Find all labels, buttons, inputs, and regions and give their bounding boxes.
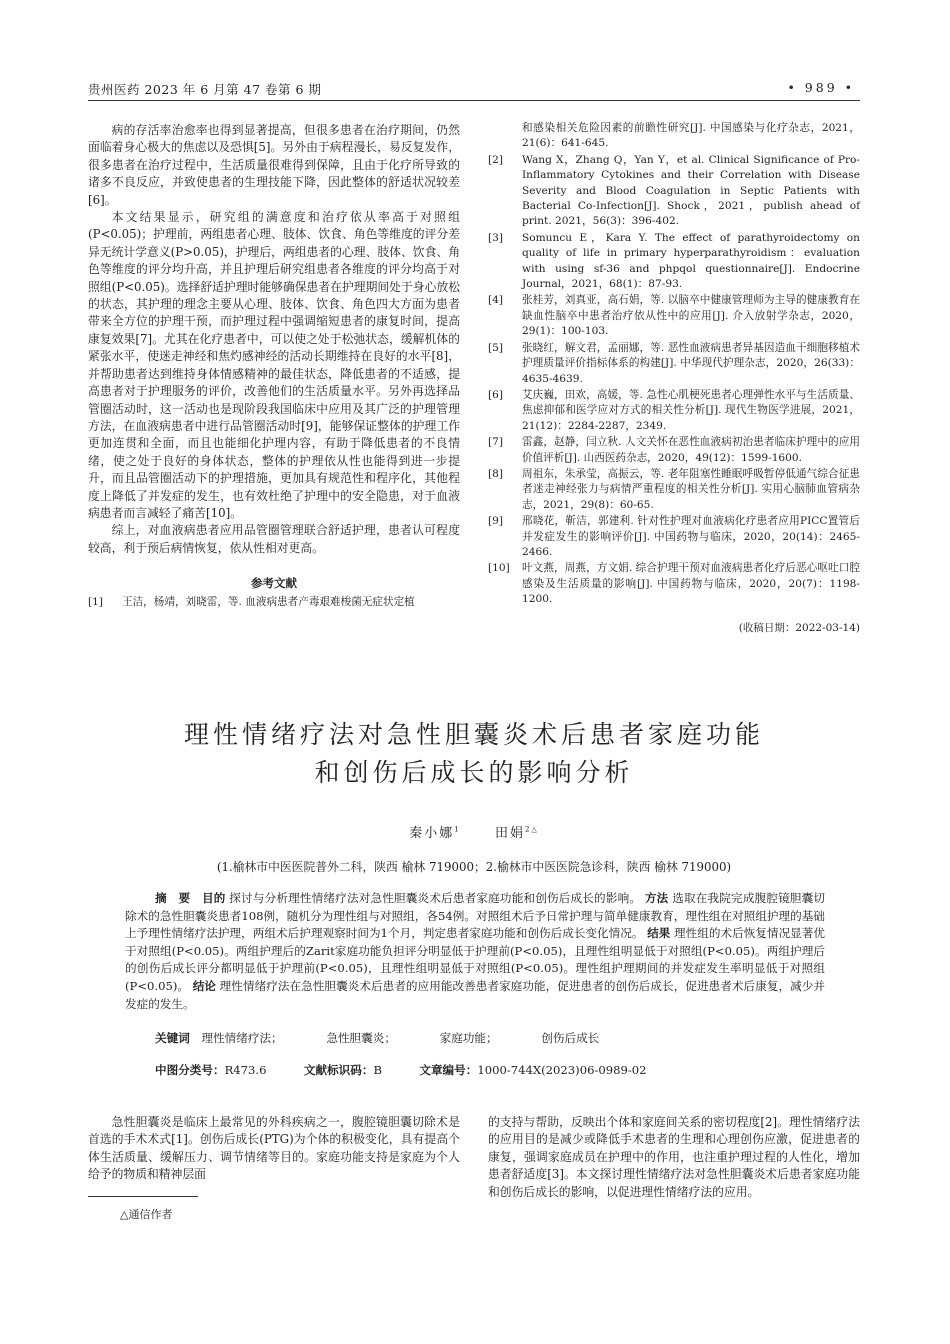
footnote-rule: [88, 1196, 198, 1197]
reference-number: [8]: [488, 467, 504, 480]
author-affiliation-mark: 2△: [524, 825, 539, 834]
paragraph: 病的存活率治愈率也得到显著提高，但很多患者在治疗期间，仍然面临着身心极大的焦虑以及恐惧[5]。另外由于病程漫长，易反复发作，很多患者在治疗过程中，生活质量很难得到保障，且由于化疗所导致的诸多不良反应，并致使患者的生理技能下降，因此整体的舒适状况较差[6]。: [88, 123, 460, 207]
reference-text: 雷鑫，赵静，闫立秋. 人文关怀在恶性血液病初治患者临床护理中的应用价值评析[J]. 山西医药杂志，2020，49(12)：1599-1600.: [522, 436, 860, 464]
clc-value: R473.6: [224, 1063, 267, 1077]
reference-number: [1]: [88, 595, 104, 608]
article-id-value: 1000-744X(2023)06-0989-02: [477, 1063, 647, 1077]
reference-text: 王洁，杨靖，刘晓雷，等. 血液病患者产毒艰难梭菌无症状定植: [122, 595, 415, 608]
reference-text: 张桂芳，刘真亚，高石娟，等. 以脑卒中健康管理师为主导的健康教育在缺血性脑卒中患者治疗依从性中的应用[J]. 介入放射学杂志，2020，29(1)：100-103.: [522, 294, 860, 338]
reference-item: [488, 561, 860, 607]
title-line-2: 和创伤后成长的影响分析: [314, 758, 634, 787]
reference-number: [488, 121, 522, 152]
footnote: △通信作者: [120, 1208, 173, 1221]
keyword: 急性胆囊炎；: [326, 1031, 396, 1045]
reference-number: [2]: [488, 153, 504, 166]
reference-item: [488, 153, 860, 230]
result-label: 结果: [647, 926, 671, 941]
header-rule: [88, 100, 860, 101]
reference-number: [4]: [488, 294, 504, 307]
reference-number: [5]: [488, 341, 504, 354]
keywords-label: 关键词: [155, 1031, 190, 1045]
reference-text: Somuncu E，Kara Y. The effect of parathyroidectomy on quality of life in primary hyperparathyroidism：evaluation with using sf-36 and phpqol questionnaire[J]. Endocrine Journal，2021，68(1)：87-93.: [522, 231, 860, 291]
references-title: 参考文献: [251, 576, 297, 591]
reference-item: [488, 467, 860, 513]
conclusion-label: 结论: [192, 978, 216, 993]
reference-text: 张晓红，解文君，孟丽娜，等. 恶性血液病患者异基因造血干细胞移植术护理质量评价指标体系的构建[J]. 中华现代护理杂志，2020，26(33)：4635-4639.: [522, 341, 860, 385]
abstract-label: 摘 要: [155, 891, 191, 905]
left-column: [88, 122, 460, 611]
received-date: (收稿日期：2022-03-14): [738, 621, 860, 634]
reference-item: [488, 121, 860, 152]
author-affiliation-mark: 1: [454, 825, 461, 834]
paragraph: 本文结果显示，研究组的满意度和治疗依从率高于对照组(P<0.05)；护理前，两组患者心理、肢体、饮食、角色等维度的评分差异无统计学意义(P>0.05)，护理后，两组患者的心理、肢体、饮食、角色等维度的评分均升高，并且护理后研究组患者各维度的评分均高于对照组(P<0.05)。选择舒适护理时能够确保患者在护理期间处于身心放松的状态，其护理的理念主要从心理、肢体、饮食、角色四大方面为患者带来全方位的护理干预，而护理过程中强调缩短患者的康复时间，提高康复效果[7]。尤其在化疗患者中，可以使之处于松弛状态，缓解机体的紧张水平，使迷走神经和焦灼感神经的活动长期维持在良好的水平[8]，并帮助患者达到维持身体情感精神的最佳状态，降低患者的不适感，提高患者对于护理服务的评价，改善他们的生活质量水平。另外再选择品管圈活动时，这一活动也是现阶段我国临床中应用及其广泛的护理管理方法，在血液病患者中进行品管圈活动时[9]，能够保证整体的护理工作更加连贯和全面，而且也能细化护理内容，有助于降低患者的不良情绪，使之处于良好的身体状态，整体的护理依从性也能得到进一步提升，而且品管圈活动下的护理措施，更加具有规范性和程序化，其他程度上降低了并发症的发生，也有效杜绝了护理中的安全隐患，对于血液病患者而言减轻了痛苦[10]。: [88, 210, 460, 520]
reference-item: [88, 595, 460, 610]
result-text: 理性组的术后恢复情况显著优于对照组(P<0.05)。两组护理后的Zarit家庭功能负担评分明显低于护理前(P<0.05)，且理性组明显低于对照组(P<0.05)。两组护理后的创伤后成长评分都明显低于护理前(P<0.05)，且理性组明显低于对照组(P<0.05)。理性组护理期间的并发症发生率明显低于对照组(P<0.05)。: [125, 926, 826, 993]
reference-text: 叶文燕，周燕，方文娟. 综合护理干预对血液病患者化疗后恶心呕吐口腔感染及生活质量的影响[J]. 中国药物与临床，2020，20(7)：1198-1200.: [522, 562, 860, 606]
method-label: 方法: [645, 891, 669, 905]
doc-code-label: 文献标识码：: [303, 1063, 374, 1077]
reference-item: [488, 435, 860, 466]
reference-list: [488, 121, 860, 635]
abstract: [125, 890, 825, 1013]
reference-text: 邢晓花，靳洁，郭建利. 针对性护理对血液病化疗患者应用PICC置管后并发症发生的影响评价[J]. 中国药物与临床，2020，20(14)：2465-2466.: [522, 515, 860, 558]
page-number: • 989 •: [787, 80, 855, 95]
reference-item: [488, 341, 860, 387]
paragraph: 综上，对血液病患者应用品管圈管理联合舒适护理，患者认可程度较高，利于预后病情恢复，依从性相对更高。: [88, 523, 460, 555]
reference-text: Wang X，Zhang Q，Yan Y，et al. Clinical Significance of Pro-Inflammatory Cytokines and their Correlation with Disease Severity and Blood Coagulation in Septic Patients with Bacterial Co-Infection[J]. Shock，2021，publish ahead of print. 2021，56(3)：396-402.: [522, 153, 860, 228]
reference-item: [488, 514, 860, 560]
article-title: [88, 716, 860, 792]
reference-item: [488, 388, 860, 434]
body-left-column: [88, 1114, 460, 1184]
reference-text: 艾庆巍，田欢，高媛，等. 急性心肌梗死患者心理弹性水平与生活质量、焦虑抑郁和医学应对方式的相关性分析[J]. 现代生物医学进展，2021，21(12)：2284-2287，2349.: [522, 388, 860, 432]
reference-item: [488, 231, 860, 293]
reference-item: [488, 293, 860, 339]
reference-number: [6]: [488, 388, 504, 401]
body-right-column: [488, 1114, 860, 1201]
article-id-label: 文章编号：: [419, 1063, 478, 1077]
classification: [155, 1062, 647, 1078]
author-name: 田娟: [494, 826, 525, 841]
keyword: 家庭功能；: [439, 1031, 498, 1045]
reference-text: 和感染相关危险因素的前瞻性研究[J]. 中国感染与化疗杂志，2021，21(6)：641-645.: [522, 122, 860, 150]
method-text: 选取在我院完成腹腔镜胆囊切除术的急性胆囊炎患者108例，随机分为理性组与对照组，各54例。对照组术后予日常护理与简单健康教育，理性组在对照组护理的基础上予理性情绪疗法护理，两组术后护理观察时间为1个月，判定患者家庭功能和创伤后成长变化情况。: [125, 891, 826, 941]
title-line-1: 理性情绪疗法对急性胆囊炎术后患者家庭功能: [183, 720, 764, 749]
keyword: 理性情绪疗法；: [201, 1031, 283, 1045]
reference-text: 周祖东，朱承莹，高振云，等. 老年阻塞性睡眠呼吸暂停低通气综合征患者迷走神经张力与病情严重程度的相关性分析[J]. 实用心脑肺血管病杂志，2021，29(8)：60-65.: [522, 467, 860, 511]
journal-header: 贵州医药 2023 年 6 月第 47 卷第 6 期: [88, 82, 322, 97]
keyword: 创伤后成长: [541, 1031, 600, 1045]
reference-number: [10]: [488, 562, 510, 575]
reference-number: [3]: [488, 231, 504, 244]
doc-code-value: B: [373, 1063, 382, 1077]
objective-label: 目的: [202, 891, 226, 905]
clc-label: 中图分类号：: [155, 1063, 225, 1077]
reference-number: [7]: [488, 436, 504, 449]
objective-text: 探讨与分析理性情绪疗法对急性胆囊炎术后患者家庭功能和创伤后成长的影响。: [229, 891, 642, 905]
keywords: [155, 1030, 639, 1046]
conclusion-text: 理性情绪疗法在急性胆囊炎术后患者的应用能改善患者家庭功能，促进患者的创伤后成长，促进患者术后康复，减少并发症的发生。: [125, 978, 825, 1011]
affiliation: (1.榆林市中医医院普外二科，陕西 榆林 719000；2.榆林市中医医院急诊科，陕西 榆林 719000): [216, 860, 732, 874]
authors: [88, 822, 860, 841]
paragraph: 急性胆囊炎是临床上最常见的外科疾病之一，腹腔镜胆囊切除术是首选的手术术式[1]。创伤后成长(PTG)为个体的积极变化，具有提高个体生活质量、缓解压力、调节情绪等目的。家庭功能支持是家庭为个人给予的物质和精神层面: [88, 1115, 460, 1182]
paragraph: 的支持与帮助，反映出个体和家庭间关系的密切程度[2]。理性情绪疗法的应用目的是减少或降低手术患者的生理和心理创伤应激，促进患者的康复，强调家庭成员在护理中的作用，也注重护理过程的人性化，增加患者舒适度[3]。本文探讨理性情绪疗法对急性胆囊炎术后患者家庭功能和创伤后成长的影响，以促进理性情绪疗法的应用。: [488, 1115, 860, 1199]
reference-number: [9]: [488, 515, 504, 528]
author-name: 秦小娜: [409, 826, 455, 841]
